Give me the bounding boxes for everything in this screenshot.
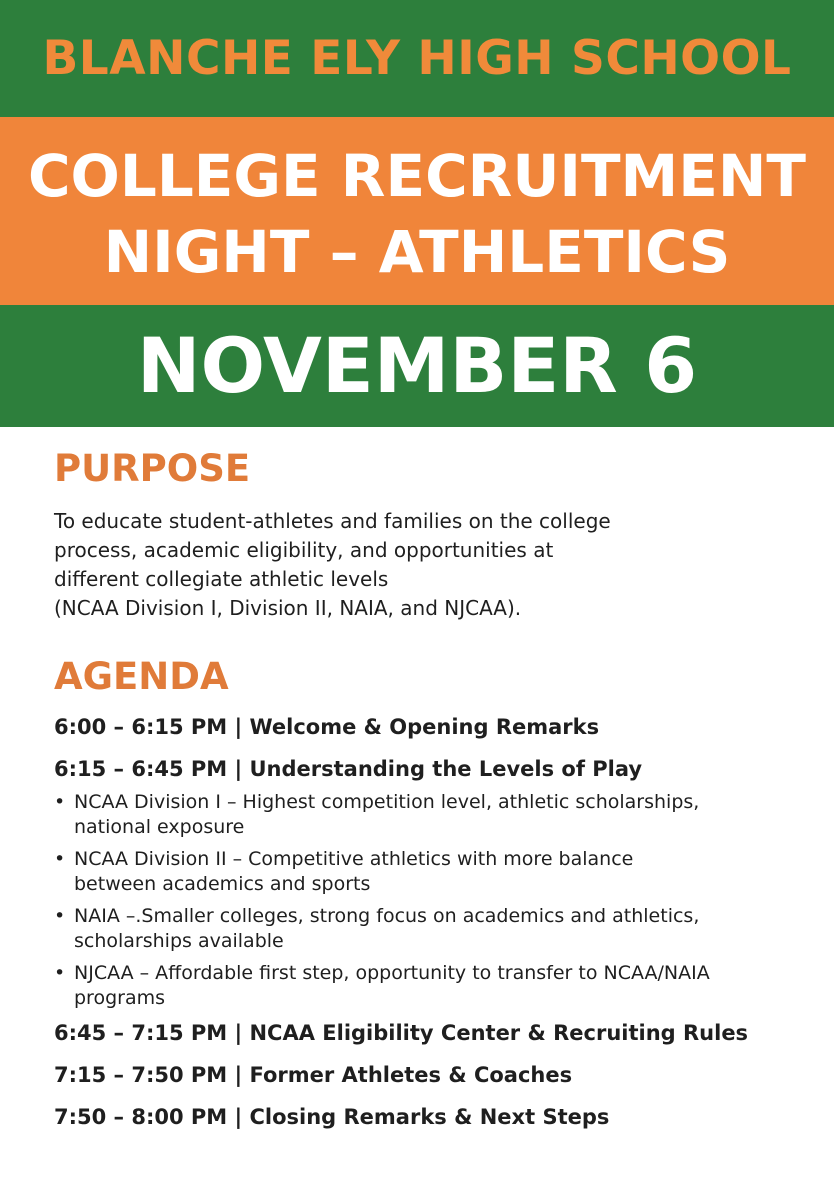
purpose-text: [54, 507, 814, 623]
list-item-line: scholarships available: [74, 930, 284, 952]
bullet-icon: •: [54, 848, 66, 870]
agenda-heading: AGENDA: [54, 655, 229, 698]
list-item-line: national exposure: [74, 816, 245, 838]
list-item: [54, 904, 814, 954]
school-name-banner: [0, 0, 834, 117]
event-title-line-1: COLLEGE RECRUITMENT: [27, 142, 806, 210]
agenda-item-levels-of-play: 6:15 – 6:45 PM | Understanding the Levels of Play: [54, 757, 643, 781]
list-item-line: programs: [74, 987, 166, 1009]
school-name: BLANCHE ELY HIGH SCHOOL: [42, 31, 792, 86]
list-item-line: between academics and sports: [74, 873, 371, 895]
list-item: [54, 790, 814, 840]
purpose-line: different collegiate athletic levels: [54, 567, 389, 591]
flyer-content: [54, 445, 814, 1132]
list-item: [54, 847, 814, 897]
list-item: [54, 961, 814, 1011]
event-title-line-2: NIGHT – ATHLETICS: [103, 218, 731, 286]
list-item-line: NCAA Division I – Highest competition level, athletic scholarships,: [74, 791, 700, 813]
agenda-item-closing: 7:50 – 8:00 PM | Closing Remarks & Next Steps: [54, 1105, 610, 1129]
list-item-line: NAIA –.Smaller colleges, strong focus on academics and athletics,: [74, 905, 700, 927]
purpose-line: (NCAA Division I, Division II, NAIA, and NJCAA).: [54, 596, 522, 620]
list-item-line: NJCAA – Affordable first step, opportunity to transfer to NCAA/NAIA: [74, 962, 710, 984]
list-item-line: NCAA Division II – Competitive athletics with more balance: [74, 848, 634, 870]
purpose-heading: PURPOSE: [54, 447, 251, 490]
purpose-line: process, academic eligibility, and opportunities at: [54, 538, 554, 562]
levels-of-play-list: [54, 790, 814, 1011]
event-date-banner: [0, 305, 834, 427]
bullet-icon: •: [54, 905, 66, 927]
bullet-icon: •: [54, 962, 66, 984]
agenda-item-welcome: 6:00 – 6:15 PM | Welcome & Opening Remarks: [54, 715, 600, 739]
event-title-banner: [0, 117, 834, 305]
agenda-item-eligibility: 6:45 – 7:15 PM | NCAA Eligibility Center & Recruiting Rules: [54, 1021, 749, 1045]
agenda-item-former-athletes: 7:15 – 7:50 PM | Former Athletes & Coaches: [54, 1063, 573, 1087]
purpose-line: To educate student-athletes and families on the college: [54, 509, 611, 533]
bullet-icon: •: [54, 791, 66, 813]
event-date: NOVEMBER 6: [136, 321, 698, 410]
